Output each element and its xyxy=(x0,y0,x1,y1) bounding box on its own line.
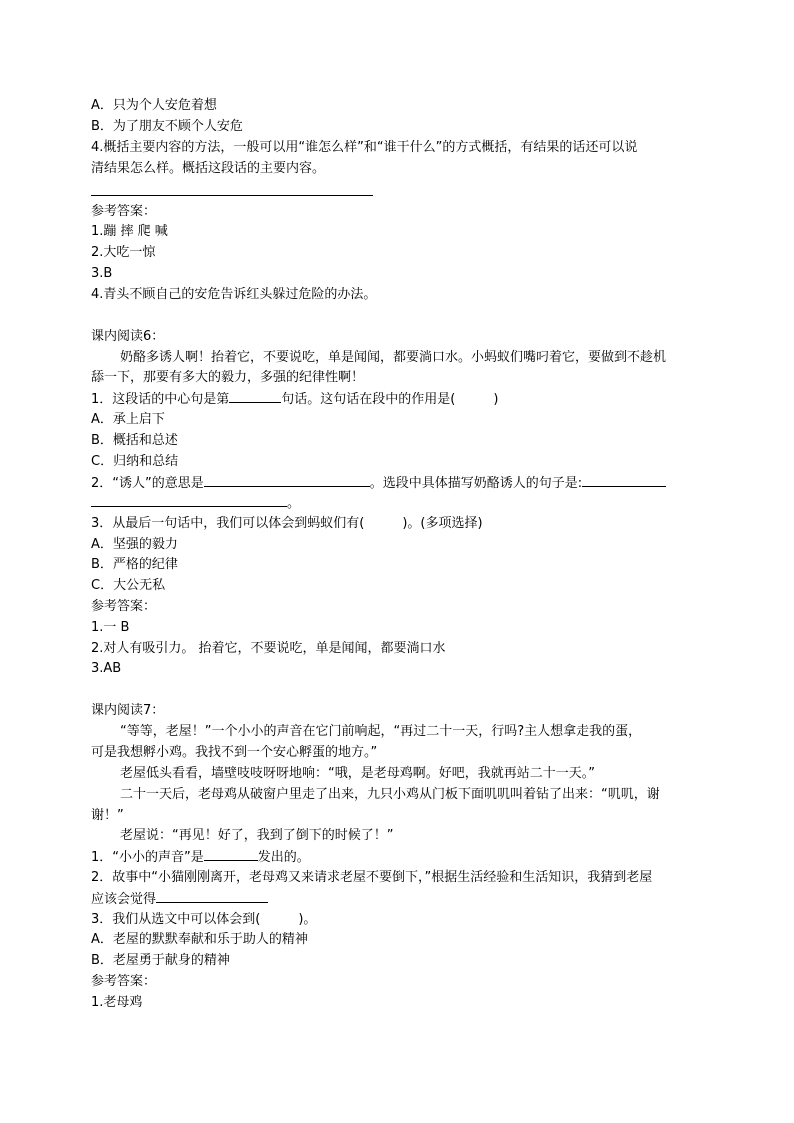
question-2-text-a: 2．“诱人”的意思是 xyxy=(91,476,204,491)
question-3-text-a: 3．我们从选文中可以体会到( xyxy=(91,912,261,927)
answer-blank[interactable] xyxy=(204,473,370,487)
passage-p2: 老屋低头看看，墙壁吱吱呀呀地响：“哦，是老母鸡啊。好吧，我就再站二十一天。” xyxy=(120,766,595,781)
question-1-text-b: 发出的。 xyxy=(257,850,310,865)
answer-blank[interactable] xyxy=(204,847,258,861)
answer-1: 1.蹦 摔 爬 喊 xyxy=(91,224,168,239)
question-2-text: 应该会觉得 xyxy=(91,892,157,907)
question-1-text-a: 1．“小小的声音”是 xyxy=(91,850,204,865)
section-6-title: 课内阅读6： xyxy=(91,329,165,344)
question-4-line1: 4.概括主要内容的方法，一般可以用“谁怎么样”和“谁干什么”的方式概括，有结果的话还可以说 xyxy=(91,140,638,155)
answer-blank[interactable] xyxy=(156,889,268,903)
answer-line xyxy=(91,195,373,196)
section-7-title: 课内阅读7： xyxy=(91,703,165,718)
answer-blank[interactable] xyxy=(582,473,666,487)
passage-p3-line2: 谢！” xyxy=(91,808,124,823)
passage-p4: 老屋说：“再见！好了，我到了倒下的时候了！” xyxy=(120,828,394,843)
question-2-end: 。 xyxy=(287,496,301,511)
q1-option-b: B．概括和总述 xyxy=(91,433,178,448)
q3-option-b: B．老屋勇于献身的精神 xyxy=(91,953,230,968)
passage-p1-line1: “等等，老屋！”一个小小的声音在它门前响起，“再过二十一天，行吗?主人想拿走我的蛋， xyxy=(120,724,642,739)
question-1-text-b: 句话。这句话在段中的作用是( xyxy=(281,392,456,407)
answer-2: 2.大吃一惊 xyxy=(91,245,156,260)
q1-option-c: C．归纳和总结 xyxy=(91,454,179,469)
answer-label: 参考答案： xyxy=(91,599,157,614)
answer-3: 3.B xyxy=(91,266,113,281)
question-2 xyxy=(91,473,666,493)
answer-label: 参考答案： xyxy=(91,974,157,989)
question-3 xyxy=(91,514,483,534)
passage-p3-line1: 二十一天后，老母鸡从破窗户里走了出来，九只小鸡从门板下面叽叽叫着钻了出来：“叽叽，谢 xyxy=(120,787,660,802)
question-2-text-b: 。选段中具体描写奶酪诱人的句子是: xyxy=(369,476,583,491)
q3-option-a: A．老屋的默默奉献和乐于助人的精神 xyxy=(91,932,308,947)
question-1 xyxy=(91,847,310,867)
question-1 xyxy=(91,389,498,409)
answer-2: 2.对人有吸引力。 抬着它，不要说吃，单是闻闻，都要淌口水 xyxy=(91,641,446,656)
q3-option-a: A．坚强的毅力 xyxy=(91,537,178,552)
passage-p1-line2: 可是我想孵小鸡。我找不到一个安心孵蛋的地方。” xyxy=(91,745,378,760)
question-4-line2: 清结果怎么样。概括这段话的主要内容。 xyxy=(91,161,326,176)
answer-3: 3.AB xyxy=(91,661,122,676)
q3-option-b: B．严格的纪律 xyxy=(91,557,178,572)
question-3-text-b: )。(多项选择) xyxy=(402,516,483,531)
question-2-cont xyxy=(91,493,300,513)
answer-label: 参考答案： xyxy=(91,204,157,219)
passage-line2: 舔一下，那要有多大的毅力，多强的纪律性啊！ xyxy=(91,370,365,385)
answer-4: 4.青头不顾自己的安危告诉红头躲过危险的办法。 xyxy=(91,287,377,302)
option-b: B．为了朋友不顾个人安危 xyxy=(91,119,243,134)
option-a: A．只为个人安危着想 xyxy=(91,98,217,113)
question-3 xyxy=(91,910,316,930)
question-3-text-a: 3．从最后一句话中，我们可以体会到蚂蚁们有( xyxy=(91,516,365,531)
q1-option-a: A．承上启下 xyxy=(91,412,165,427)
answer-blank[interactable] xyxy=(91,493,287,507)
answer-1: 1.一 B xyxy=(91,620,130,635)
question-1-text-a: 1．这段话的中心句是第 xyxy=(91,392,230,407)
answer-blank[interactable] xyxy=(229,389,281,403)
q3-option-c: C．大公无私 xyxy=(91,578,166,593)
passage-line1: 奶酪多诱人啊！抬着它，不要说吃，单是闻闻，都要淌口水。小蚂蚁们嘴叼着它，要做到不趁机 xyxy=(120,350,667,365)
question-3-text-b: )。 xyxy=(298,912,317,927)
answer-1: 1.老母鸡 xyxy=(91,995,143,1010)
question-1-text-c: ) xyxy=(493,392,499,407)
question-2-line2 xyxy=(91,889,268,909)
question-2-line1: 2．故事中“小猫刚刚离开，老母鸡又来请求老屋不要倒下，”根据生活经验和生活知识，我猜到老屋 xyxy=(91,870,653,885)
